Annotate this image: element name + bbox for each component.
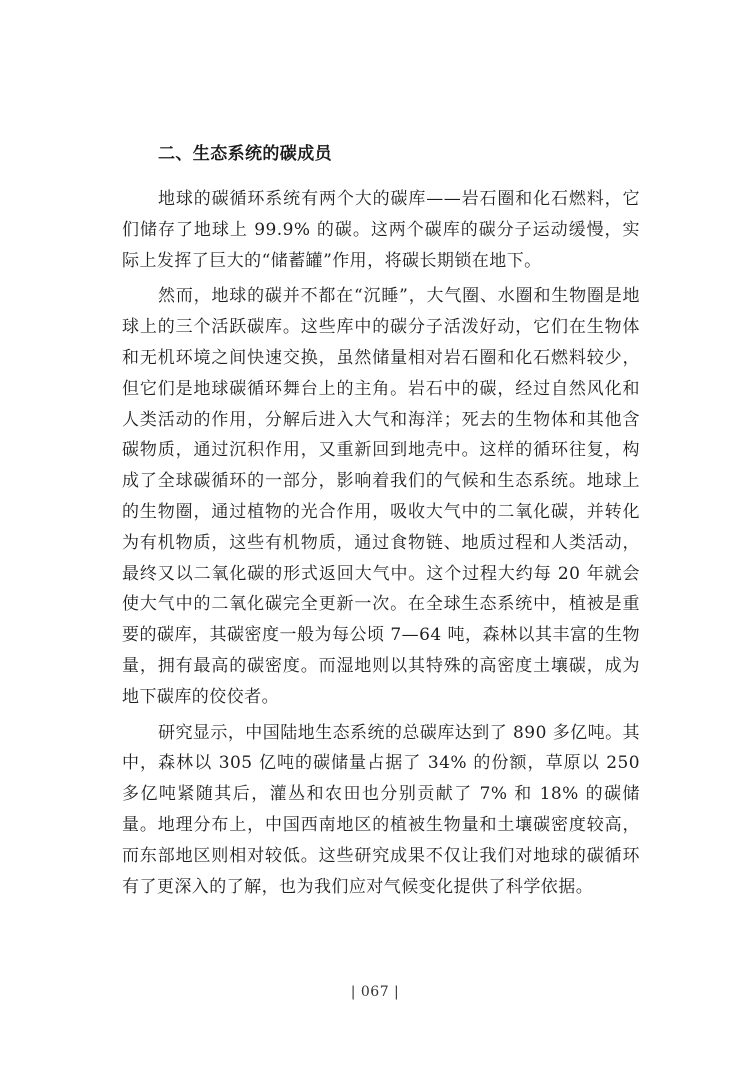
paragraph-china-carbon-research: 研究显示，中国陆地生态系统的总碳库达到了 890 多亿吨。其中，森林以 305 亿吨的碳储量占据了 34% 的份额，草原以 250 多亿吨紧随其后，灌丛和农田也分别贡献了 7% 和 18% 的碳储量。地理分布上，中国西南地区的植被生物量和土壤碳密度较高，而东部地区则相对较低。这些研究成果不仅让我们对地球的碳循环有了更深入的了解，也为我们应对气候变化提供了科学依据。: [122, 722, 640, 897]
section-title: 二、生态系统的碳成员: [158, 144, 332, 164]
paragraph-carbon-reservoirs: 地球的碳循环系统有两个大的碳库——岩石圈和化石燃料，它们储存了地球上 99.9% 的碳。这两个碳库的碳分子运动缓慢，实际上发挥了巨大的“储蓄罐”作用，将碳长期锁在地下。: [122, 189, 640, 271]
paragraph-active-carbon-pools: 然而，地球的碳并不都在“沉睡”，大气圈、水圈和生物圈是地球上的三个活跃碳库。这些库中的碳分子活泼好动，它们在生物体和无机环境之间快速交换，虽然储量相对岩石圈和化石燃料较少，但它们是地球碳循环舞台上的主角。岩石中的碳，经过自然风化和人类活动的作用，分解后进入大气和海洋；死去的生物体和其他含碳物质，通过沉积作用，又重新回到地壳中。这样的循环往复，构成了全球碳循环的一部分，影响着我们的气候和生态系统。地球上的生物圈，通过植物的光合作用，吸收大气中的二氧化碳，并转化为有机物质，这些有机物质，通过食物链、地质过程和人类活动，最终又以二氧化碳的形式返回大气中。这个过程大约每 20 年就会使大气中的二氧化碳完全更新一次。在全球生态系统中，植被是重要的碳库，其碳密度一般为每公顷 7—64 吨，森林以其丰富的生物量，拥有最高的碳密度。而湿地则以其特殊的高密度土壤碳，成为地下碳库的佼佼者。: [122, 286, 640, 707]
page-number: | 067 |: [350, 984, 400, 1000]
page-content: [122, 136, 640, 907]
